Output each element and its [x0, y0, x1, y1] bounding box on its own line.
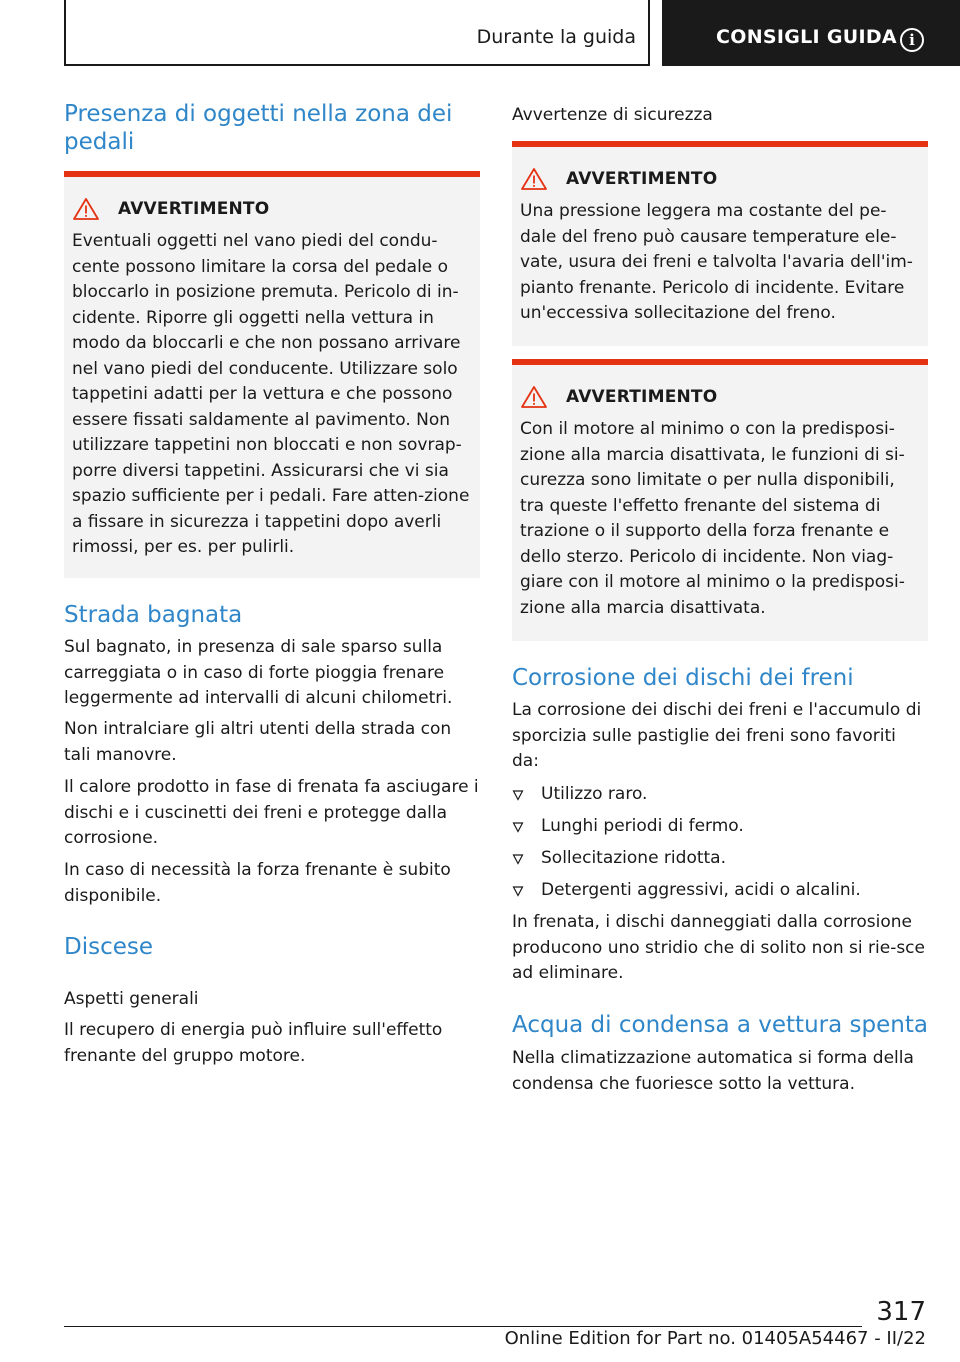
- paragraph-corrosion-2: In frenata, i dischi danneggiati dalla corrosione producono uno stridio che di solito non si rie-sce ad eliminare.: [512, 912, 925, 983]
- list-item-text: Lunghi periodi di fermo.: [541, 816, 744, 836]
- warning-header: [72, 197, 480, 221]
- paragraph-wet-4: In caso di necessità la forza frenante è subito disponibile.: [64, 860, 451, 906]
- heading-condensation: Acqua di condensa a vettura spenta: [512, 1012, 928, 1038]
- warning-text: Con il motore al minimo o con la predisposi-zione alla marcia disattivata, le funzioni di si-curezza sono limitate o per nulla disponibili, tra queste l'effetto frenante del sistema di trazione o il supporto della forza frenante e dello sterzo. Pericolo di incidente. Non viag-giare con il motore al minimo o la predisposi-zione alla marcia disattivata.: [520, 419, 905, 618]
- warning-box-pedals: [64, 171, 480, 578]
- warning-header: [520, 167, 928, 191]
- heading-safety-notes: Avvertenze di sicurezza: [512, 105, 713, 125]
- list-item-text: Sollecitazione ridotta.: [541, 848, 726, 868]
- header-chapter-tab: [662, 0, 960, 66]
- footer-edition: Online Edition for Part no. 01405A54467 - II/22: [504, 1328, 926, 1349]
- bullet-triangle-icon: [512, 821, 524, 833]
- header-bottom-rule: [64, 64, 650, 66]
- bullet-triangle-icon: [512, 789, 524, 801]
- info-icon: i: [900, 28, 924, 52]
- warning-title: AVVERTIMENTO: [566, 387, 718, 407]
- list-item-text: Utilizzo raro.: [541, 784, 648, 804]
- heading-pedals: Presenza di oggetti nella zona dei pedali: [64, 101, 453, 155]
- warning-text: Eventuali oggetti nel vano piedi del condu-cente possono limitare la corsa del pedale o bloccarlo in posizione premuta. Pericolo di in-cidente. Riporre gli oggetti nella vettura in modo da bloccarli e che non possano arrivare nel vano piedi del conducente. Utilizzare solo tappetini adatti per la vettura e che possono essere fissati saldamente al pavimento. Non utilizzare tappetini non bloccati e non sovrap-porre diversi tappetini. Assicurarsi che vi sia spazio sufficiente per i pedali. Fare atten-zione a fissare in sicurezza i tappetini dopo averli rimossi, per es. per pulirli.: [72, 231, 470, 557]
- warning-triangle-icon: [520, 167, 548, 191]
- list-item: [512, 814, 928, 840]
- paragraph-condensation-1: Nella climatizzazione automatica si forma della condensa che fuoriesce sotto la vettura.: [512, 1048, 914, 1094]
- warning-box-brake-pressure: [512, 141, 928, 346]
- warning-triangle-icon: [72, 197, 100, 221]
- header-left-rule: [64, 0, 66, 66]
- paragraph-wet-1: Sul bagnato, in presenza di sale sparso sulla carreggiata o in caso di forte pioggia frenare leggermente ad intervalli di alcuni chilometri.: [64, 637, 453, 708]
- heading-brake-corrosion: Corrosione dei dischi dei freni: [512, 665, 854, 691]
- subheading-general: Aspetti generali: [64, 989, 199, 1009]
- list-item-text: Detergenti aggressivi, acidi o alcalini.: [541, 880, 861, 900]
- header-chapter-title: CONSIGLI GUIDA: [716, 26, 897, 48]
- list-item: [512, 782, 928, 808]
- header-section-title: Durante la guida: [476, 26, 636, 48]
- page-number: 317: [876, 1297, 926, 1327]
- footer-rule: [64, 1326, 862, 1327]
- header-right-rule: [648, 0, 650, 66]
- warning-text: Una pressione leggera ma costante del pe-dale del freno può causare temperature ele-vate, usura dei freni e talvolta l'avaria dell'im-pianto frenante. Pericolo di incidente. Evitare un'eccessiva sollecitazione del freno.: [520, 201, 913, 323]
- paragraph-corrosion-1: La corrosione dei dischi dei freni e l'accumulo di sporcizia sulle pastiglie dei freni sono favoriti da:: [512, 700, 922, 771]
- paragraph-general-1: Il recupero di energia può influire sull'effetto frenante del gruppo motore.: [64, 1020, 443, 1066]
- warning-title: AVVERTIMENTO: [566, 169, 718, 189]
- warning-box-idle-engine: [512, 359, 928, 641]
- list-item: [512, 846, 928, 872]
- paragraph-wet-3: Il calore prodotto in fase di frenata fa asciugare i dischi e i cuscinetti dei freni e protegge dalla corrosione.: [64, 777, 479, 848]
- bullet-triangle-icon: [512, 885, 524, 897]
- paragraph-wet-2: Non intralciare gli altri utenti della strada con tali manovre.: [64, 719, 452, 765]
- warning-header: [520, 385, 928, 409]
- heading-descents: Discese: [64, 934, 154, 960]
- warning-triangle-icon: [520, 385, 548, 409]
- bullet-triangle-icon: [512, 853, 524, 865]
- corrosion-causes-list: [512, 782, 928, 910]
- heading-wet-road: Strada bagnata: [64, 602, 243, 628]
- warning-title: AVVERTIMENTO: [118, 199, 270, 219]
- list-item: [512, 878, 928, 904]
